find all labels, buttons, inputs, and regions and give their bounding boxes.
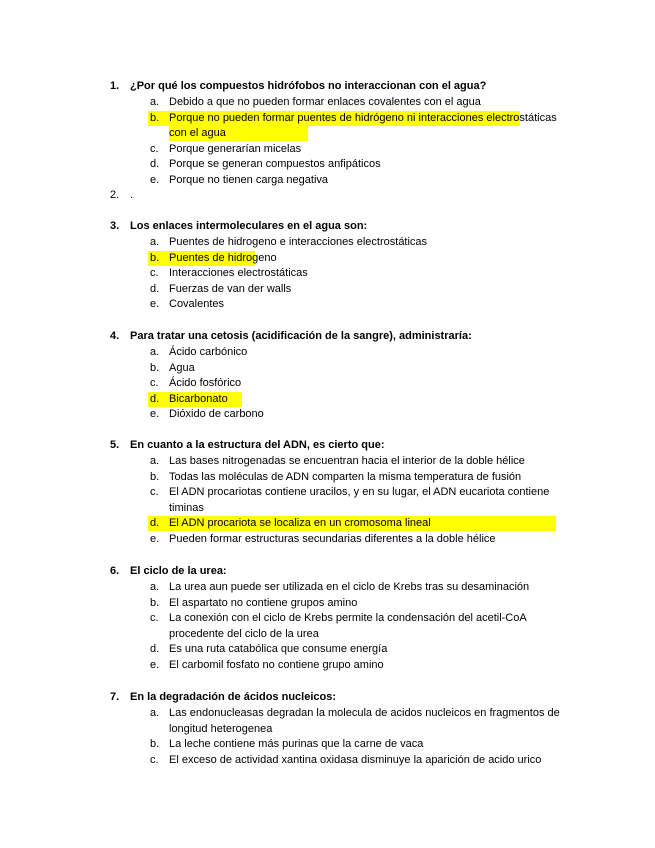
option-a xyxy=(110,706,574,737)
option-letter: e. xyxy=(150,658,160,671)
option-text: Las endonucleasas degradan la molecula de acidos nucleicos en fragmentos de longitud heterogenea xyxy=(169,707,560,735)
option-letter: d. xyxy=(150,517,160,529)
option-letter: b. xyxy=(150,738,160,750)
option-letter: d. xyxy=(150,392,160,405)
option-letter: b. xyxy=(150,111,160,124)
question-5 xyxy=(110,437,630,547)
question-text: En la degradación de ácidos nucleicos: xyxy=(130,691,337,703)
option-letter: c. xyxy=(150,267,159,279)
option-text: Ácido fosfórico xyxy=(169,377,242,389)
option-letter: e. xyxy=(150,408,160,420)
option-c xyxy=(110,266,630,282)
option-e xyxy=(110,532,630,548)
option-text: La leche contiene más purinas que la carne de vaca xyxy=(169,738,424,750)
option-letter: a. xyxy=(150,707,160,719)
option-d xyxy=(110,157,630,173)
question-number: 4. xyxy=(110,330,120,342)
option-c xyxy=(110,753,630,769)
option-text: Porque no tienen carga negativa xyxy=(169,173,329,186)
question-1 xyxy=(110,78,630,188)
question-7 xyxy=(110,689,630,768)
option-text: Ácido carbónico xyxy=(169,346,248,358)
option-letter: a. xyxy=(150,581,160,593)
question-number: 3. xyxy=(110,220,120,232)
option-letter: a. xyxy=(150,346,160,358)
question-6-header xyxy=(110,563,630,580)
question-text: ¿Por qué los compuestos hidrófobos no interaccionan con el agua? xyxy=(130,80,487,92)
question-3-header xyxy=(110,218,630,235)
option-letter: b. xyxy=(150,470,160,483)
option-letter: a. xyxy=(150,236,160,248)
question-text: En cuanto a la estructura del ADN, es cierto que: xyxy=(130,439,385,451)
question-number: 7. xyxy=(110,691,120,703)
option-letter: a. xyxy=(150,455,160,467)
option-c xyxy=(110,142,630,158)
option-a xyxy=(110,235,630,251)
option-text: Puentes de hidrogeno xyxy=(169,251,277,264)
option-text: La conexión con el ciclo de Krebs permite la condensación del acetil-CoA procedente del ciclo de la urea xyxy=(169,612,527,640)
option-letter: c. xyxy=(150,753,159,766)
option-d-highlighted xyxy=(110,516,630,532)
option-letter: c. xyxy=(150,142,159,155)
option-text: Las bases nitrogenadas se encuentran hacia el interior de la doble hélice xyxy=(169,455,525,467)
option-a xyxy=(110,454,630,470)
option-e xyxy=(110,173,630,189)
option-letter: b. xyxy=(150,251,160,264)
option-letter: d. xyxy=(150,643,160,655)
question-4-header xyxy=(110,328,630,345)
question-2-header xyxy=(110,187,630,204)
option-text: Fuerzas de van der walls xyxy=(169,282,292,295)
question-7-header xyxy=(110,689,630,706)
question-number: 1. xyxy=(110,80,120,92)
question-text: . xyxy=(130,189,134,201)
option-letter: c. xyxy=(150,486,159,498)
option-c xyxy=(110,611,574,642)
question-number: 5. xyxy=(110,439,120,451)
option-a xyxy=(110,580,630,596)
question-2 xyxy=(110,187,630,204)
option-text: Covalentes xyxy=(169,298,225,310)
option-text: Porque no pueden formar puentes de hidrógeno ni interacciones electrostáticas con el agua xyxy=(169,111,557,139)
option-text: La urea aun puede ser utilizada en el ciclo de Krebs tras su desaminación xyxy=(169,581,530,593)
option-text: Porque se generan compuestos anfipáticos xyxy=(169,158,381,170)
option-b-highlighted xyxy=(110,251,630,267)
option-b-highlighted xyxy=(110,111,574,142)
option-c xyxy=(110,485,574,516)
option-a xyxy=(110,345,630,361)
option-text: El ADN procariota se localiza en un cromosoma lineal xyxy=(169,517,431,529)
option-text: El carbomil fosfato no contiene grupo amino xyxy=(169,658,384,671)
option-text: Porque generarían micelas xyxy=(169,142,302,155)
option-letter: d. xyxy=(150,158,160,170)
option-text: Bicarbonato xyxy=(169,392,228,405)
option-letter: e. xyxy=(150,173,160,186)
question-text: Para tratar una cetosis (acidificación de la sangre), administraría: xyxy=(130,330,472,342)
option-text: El aspartato no contiene grupos amino xyxy=(169,596,358,609)
option-letter: c. xyxy=(150,612,159,624)
option-text: Agua xyxy=(169,361,195,374)
option-letter: b. xyxy=(150,361,160,374)
option-letter: b. xyxy=(150,596,160,609)
question-6 xyxy=(110,563,630,673)
question-text: El ciclo de la urea: xyxy=(130,565,227,577)
option-e xyxy=(110,407,630,423)
option-text: Puentes de hidrogeno e interacciones electrostáticas xyxy=(169,236,428,248)
option-d xyxy=(110,642,630,658)
option-b xyxy=(110,596,630,612)
option-text: Dióxido de carbono xyxy=(169,408,264,420)
option-text: Todas las moléculas de ADN comparten la misma temperatura de fusión xyxy=(169,470,522,483)
option-text: Debido a que no pueden formar enlaces covalentes con el agua xyxy=(169,96,481,108)
option-text: Interacciones electrostáticas xyxy=(169,267,308,279)
question-text: Los enlaces intermoleculares en el agua son: xyxy=(130,220,368,232)
option-text: Pueden formar estructuras secundarias diferentes a la doble hélice xyxy=(169,532,496,545)
option-letter: e. xyxy=(150,298,160,310)
option-a xyxy=(110,95,630,111)
question-3 xyxy=(110,218,630,313)
option-d-highlighted xyxy=(110,392,630,408)
option-d xyxy=(110,282,630,298)
option-b xyxy=(110,361,630,377)
option-letter: d. xyxy=(150,282,160,295)
option-text: Es una ruta catabólica que consume energía xyxy=(169,643,388,655)
option-letter: a. xyxy=(150,96,160,108)
option-c xyxy=(110,376,630,392)
option-letter: c. xyxy=(150,377,159,389)
option-b xyxy=(110,470,630,486)
option-e xyxy=(110,297,630,313)
option-text: El exceso de actividad xantina oxidasa disminuye la aparición de acido urico xyxy=(169,753,542,766)
question-number: 6. xyxy=(110,565,120,577)
option-text: El ADN procariotas contiene uracilos, y en su lugar, el ADN eucariota contiene timinas xyxy=(169,486,550,514)
option-b xyxy=(110,737,630,753)
question-number: 2. xyxy=(110,189,120,201)
option-letter: e. xyxy=(150,532,160,545)
question-5-header xyxy=(110,437,630,454)
question-4 xyxy=(110,328,630,423)
option-e xyxy=(110,658,630,674)
question-1-header xyxy=(110,78,630,95)
